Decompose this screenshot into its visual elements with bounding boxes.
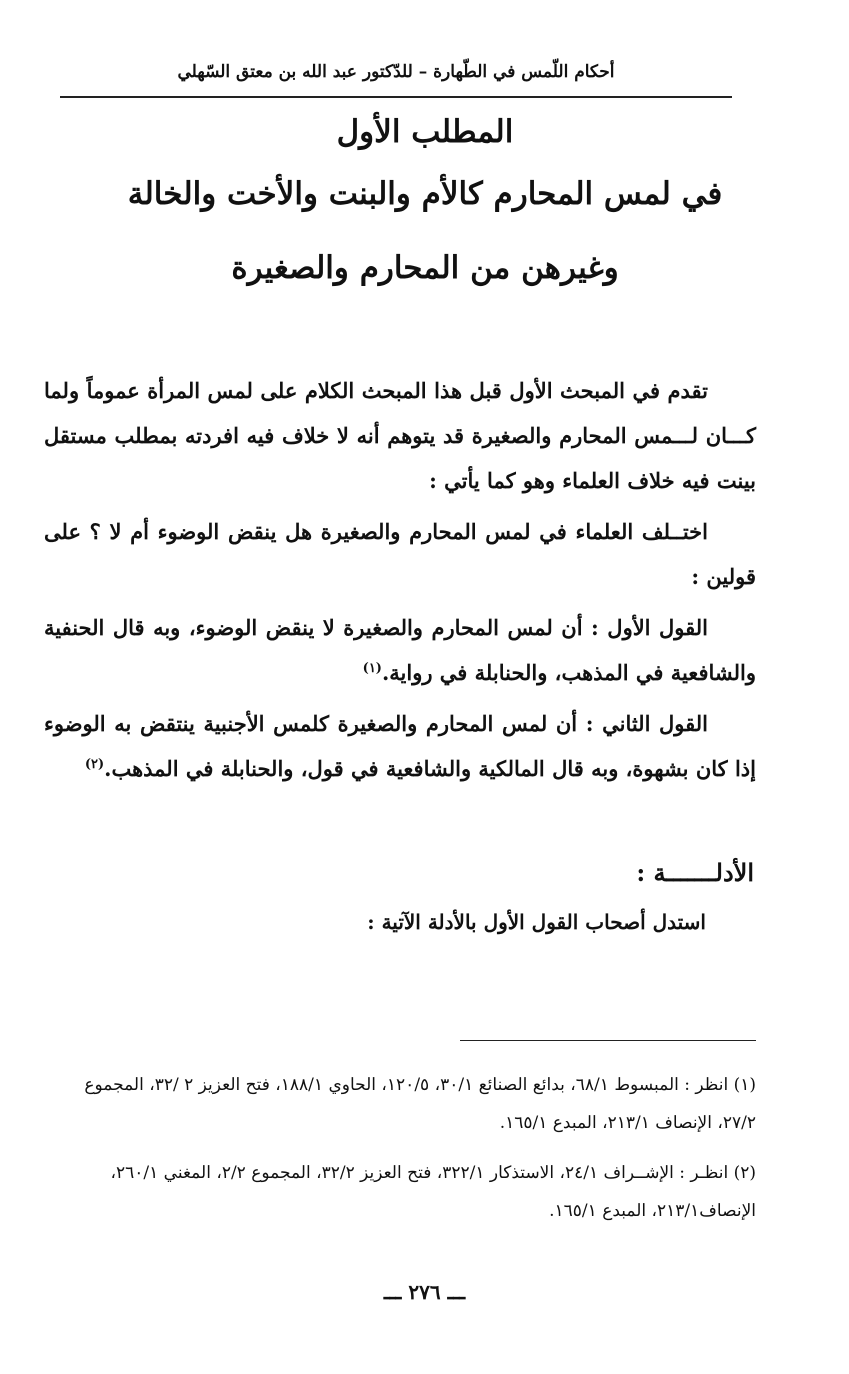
title-line-3: وغيرهن من المحارم والصغيرة — [231, 250, 619, 286]
title-line-2: في لمس المحارم كالأم والبنت والأخت والخالة — [127, 176, 723, 212]
footnote-ref-1[interactable]: (١) — [362, 661, 382, 676]
paragraph-text: القول الثاني : أن لمس المحارم والصغيرة كلمس الأجنبية ينتقض به الوضوء إذا كان بشهوة، وبه قال المالكية والشافعية في قول، والحنابلة في المذهب. — [44, 711, 756, 781]
paragraph-intro — [44, 368, 756, 503]
footnote-ref-2[interactable]: (٢) — [84, 757, 105, 772]
paragraph-text: تقدم في المبحث الأول قبل هذا المبحث الكلام على لمس المرأة عموماً ولما كـــان لـــمس المحارم والصغيرة قد يتوهم أنه لا خلاف فيه افردته بمطلب مستقل بينت فيه خلاف العلماء وهو كما يأتي : — [44, 378, 756, 493]
section-title — [60, 112, 790, 308]
footnote-2: (٢) انظـر : الإشــراف ٢٤/١، الاستذكار ٣٢٢/١، فتح العزيز ٣٢/٢، المجموع ٢/٢، المغني ٢٦٠/١، الإنصاف٢١٣/١، المبدع ١٦٥/١. — [110, 1163, 756, 1221]
body-text — [44, 368, 756, 797]
paragraph-dispute — [44, 509, 756, 599]
evidence-intro: استدل أصحاب القول الأول بالأدلة الآتية : — [367, 910, 706, 934]
paragraph-second-opinion — [44, 701, 756, 791]
header-rule — [60, 96, 732, 98]
footnote-1: (١) انظر : المبسوط ٦٨/١، بدائع الصنائع ٣٠/١، ١٢٠/٥، الحاوي ١٨٨/١، فتح العزيز ٢ /٣٢، المجموع ٢٧/٢، الإنصاف ٢١٣/١، المبدع ١٦٥/١. — [84, 1075, 756, 1133]
paragraph-text: اختــلف العلماء في لمس المحارم والصغيرة هل ينقض الوضوء أم لا ؟ على قولين : — [44, 519, 756, 589]
evidence-heading: الأدلـــــــة : — [636, 858, 754, 887]
footnote-rule — [460, 1040, 756, 1041]
paragraph-text: القول الأول : أن لمس المحارم والصغيرة لا ينقض الوضوء، وبه قال الحنفية والشافعية في المذهب، والحنابلة في رواية. — [44, 615, 756, 685]
title-line-1: المطلب الأول — [336, 114, 514, 150]
running-head: أحكام اللّمس في الطّهارة – للدّكتور عبد الله بن معتق السّهلي — [177, 62, 615, 82]
page-number: ـــ ٢٧٦ ـــ — [383, 1280, 466, 1304]
footnotes — [44, 1066, 756, 1242]
paragraph-first-opinion — [44, 605, 756, 695]
